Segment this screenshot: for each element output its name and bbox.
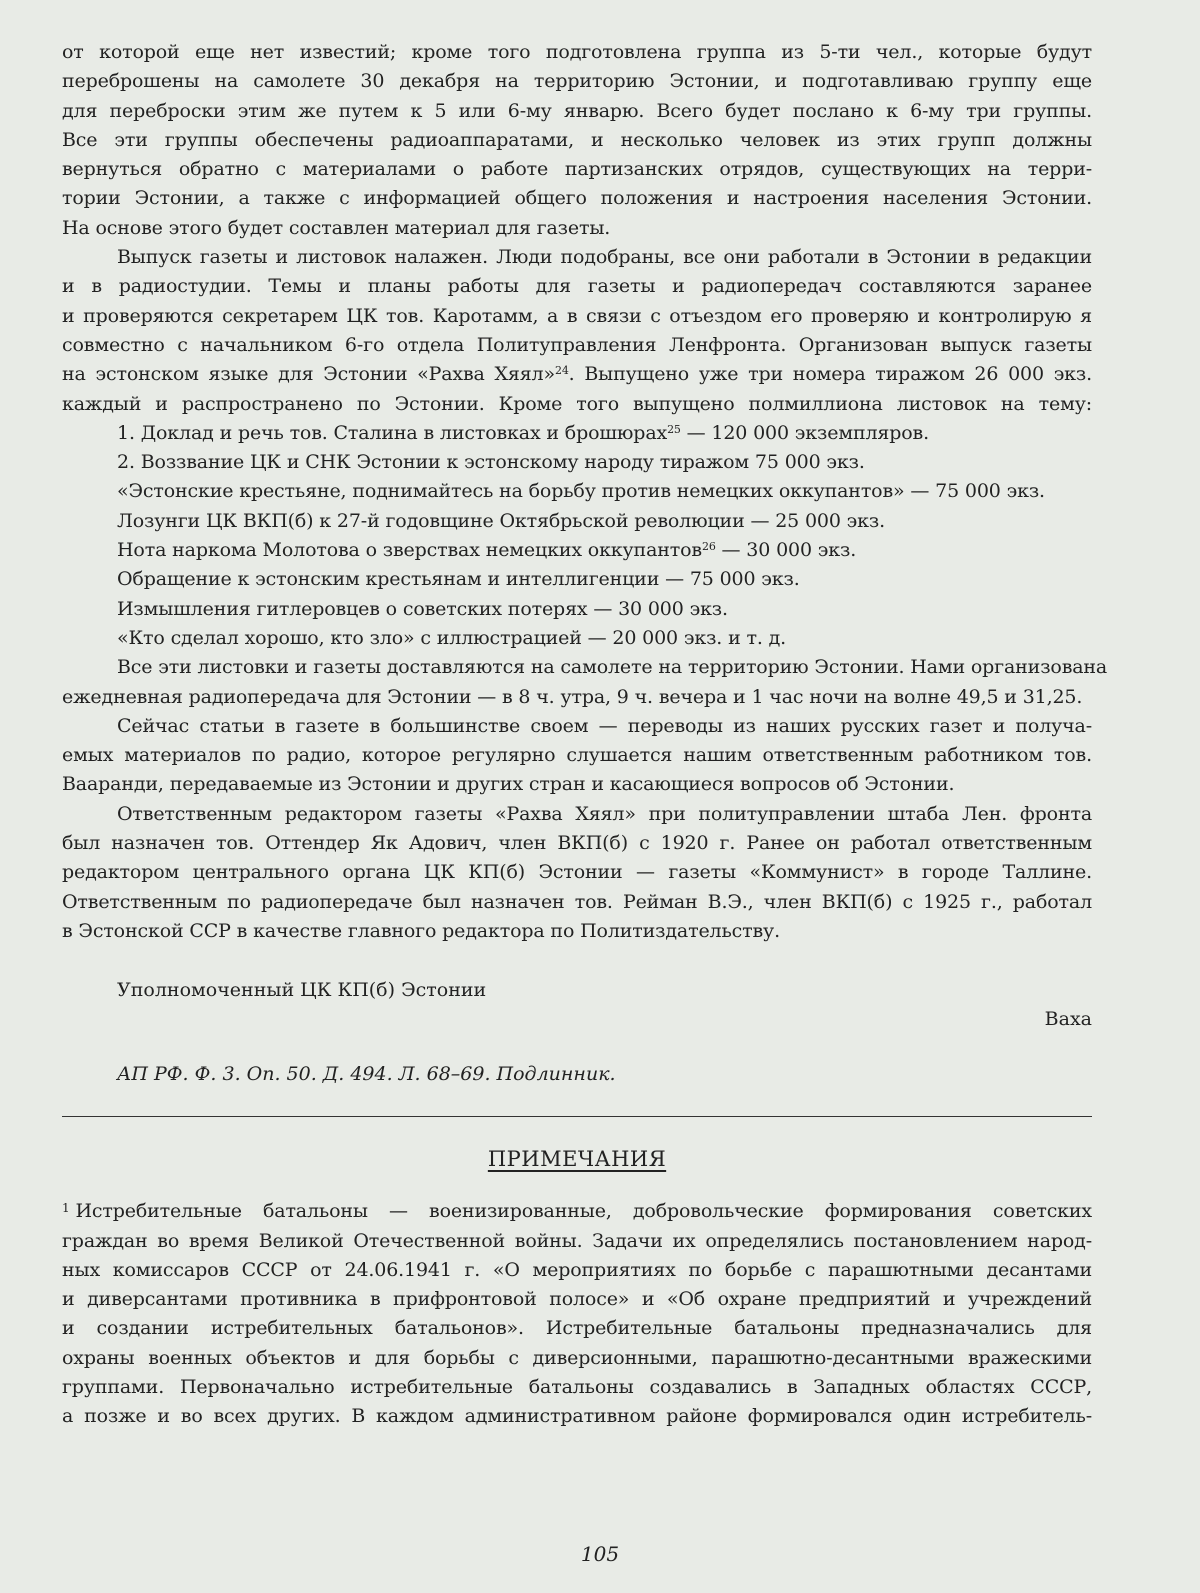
paragraph-2	[62, 243, 1092, 419]
list-item: 2. Воззвание ЦК и СНК Эстонии к эстонскому народу тиражом 75 000 экз.	[117, 451, 865, 474]
text-fragment: — 120 000 экземпляров.	[680, 421, 929, 444]
text-line: Сейчас статьи в газете в большинстве своем — переводы из наших русских газет и получа-	[117, 714, 1092, 737]
text-line	[62, 1197, 1092, 1226]
document-page	[62, 38, 1108, 1432]
footnote-1	[62, 1197, 1092, 1431]
text-line: совместно с начальником 6-го отдела Политуправления Ленфронта. Организован выпуск газеты	[62, 333, 1092, 356]
list-item	[62, 419, 1092, 448]
text-line: группами. Первоначально истребительные батальоны создавались в Западных областях СССР,	[62, 1375, 1092, 1398]
footnote-ref-26[interactable]: 26	[701, 540, 716, 554]
text-fragment: Истребительные батальоны — военизированные, добровольческие формирования советских	[75, 1200, 1092, 1223]
text-line: ных комиссаров СССР от 24.06.1941 г. «О мероприятиях по борьбе с парашютными десантами	[62, 1258, 1092, 1281]
signature-name: Ваха	[1044, 1008, 1092, 1031]
paragraph-1	[62, 38, 1092, 243]
list-item	[62, 536, 1092, 565]
list-item: Измышления гитлеровцев о советских потерях — 30 000 экз.	[117, 597, 728, 620]
text-line: для переброски этим же путем к 5 или 6-му январю. Всего будет послано к 6-му три группы.	[62, 99, 1092, 122]
text-line: Ответственным редактором газеты «Рахва Хяял» при политуправлении штаба Лен. фронта	[117, 802, 1092, 825]
list-item: «Эстонские крестьяне, поднимайтесь на борьбу против немецких оккупантов» — 75 000 экз.	[117, 480, 1045, 503]
paragraph-5	[62, 800, 1092, 946]
paragraph-4	[62, 712, 1092, 800]
text-fragment: на эстонском языке для Эстонии «Рахва Хяял»	[62, 363, 555, 386]
text-line: граждан во время Великой Отечественной войны. Задачи их определялись постановлением народ-	[62, 1229, 1092, 1252]
paragraph-3	[62, 653, 1108, 712]
list-item: «Кто сделал хорошо, кто зло» с иллюстрацией — 20 000 экз. и т. д.	[117, 626, 787, 649]
text-line	[62, 360, 1092, 389]
text-line: охраны военных объектов и для борьбы с диверсионными, парашютно-десантными вражескими	[62, 1346, 1092, 1369]
page-number: 105	[580, 1542, 620, 1566]
text-fragment: Нота наркома Молотова о зверствах немецких оккупантов	[117, 539, 702, 562]
text-line: вернуться обратно с материалами о работе партизанских отрядов, существующих на терри-	[62, 158, 1092, 181]
text-line: емых материалов по радио, которое регулярно слушается нашим ответственным работником тов.	[62, 744, 1092, 767]
signature-block	[62, 976, 1092, 1036]
text-fragment: . Выпущено уже три номера тиражом 26 000 экз.	[568, 363, 1093, 386]
text-fragment: — 30 000 экз.	[715, 539, 857, 562]
text-line: и создании истребительных батальонов». Истребительные батальоны предназначались для	[62, 1317, 1092, 1340]
section-divider	[62, 1116, 1092, 1117]
text-line: и в радиостудии. Темы и планы работы для газеты и радиопередач составляются заранее	[62, 275, 1092, 298]
text-line: а позже и во всех других. В каждом административном районе формировался один истребитель-	[62, 1405, 1092, 1428]
text-line: каждый и распространено по Эстонии. Кроме того выпущено полмиллиона листовок на тему:	[62, 392, 1092, 415]
archive-reference: АП РФ. Ф. 3. Оп. 50. Д. 494. Л. 68–69. Подлинник.	[117, 1063, 616, 1086]
signature-title: Уполномоченный ЦК КП(б) Эстонии	[117, 979, 487, 1002]
list-item: Лозунги ЦК ВКП(б) к 27-й годовщине Октябрьской революции — 25 000 экз.	[117, 509, 885, 532]
text-line: от которой еще нет известий; кроме того подготовлена группа из 5-ти чел., которые будут	[62, 41, 1092, 63]
text-line: ежедневная радиопередача для Эстонии — в 8 ч. утра, 9 ч. вечера и 1 час ночи на волне 49,5 и 31,25.	[62, 685, 1083, 708]
footnote-ref-25[interactable]: 25	[667, 422, 681, 436]
text-line: и проверяются секретарем ЦК тов. Каротамм, а в связи с отъездом его проверяю и контролирую я	[62, 304, 1092, 327]
text-line: Все эти группы обеспечены радиоаппаратами, и несколько человек из этих групп должны	[62, 128, 1092, 151]
leaflet-list	[62, 419, 1092, 653]
text-line: переброшены на самолете 30 декабря на территорию Эстонии, и подготавливаю группу еще	[62, 70, 1092, 93]
text-line: Вааранди, передаваемые из Эстонии и других стран и касающиеся вопросов об Эстонии.	[62, 773, 955, 796]
text-line: Все эти листовки и газеты доставляются на самолете на территорию Эстонии. Нами организована	[117, 656, 1108, 679]
footnote-ref-24[interactable]: 24	[554, 364, 569, 378]
text-fragment: 1. Доклад и речь тов. Сталина в листовках и брошюрах	[117, 421, 668, 444]
text-line: был назначен тов. Оттендер Як Адович, член ВКП(б) с 1920 г. Ранее он работал ответственным	[62, 832, 1092, 855]
text-line: и диверсантами противника в прифронтовой полосе» и «Об охране предприятий и учреждений	[62, 1288, 1092, 1311]
notes-heading: ПРИМЕЧАНИЯ	[487, 1147, 667, 1172]
text-line: Ответственным по радиопередаче был назначен тов. Рейман В.Э., член ВКП(б) с 1925 г., работал	[62, 890, 1092, 913]
text-line: На основе этого будет составлен материал для газеты.	[62, 216, 611, 239]
text-line: тории Эстонии, а также с информацией общего положения и настроения населения Эстонии.	[62, 187, 1092, 210]
footnote-number: 1	[62, 1201, 70, 1216]
text-line: в Эстонской ССР в качестве главного редактора по Политиздательству.	[62, 919, 780, 942]
text-line: редактором центрального органа ЦК КП(б) Эстонии — газеты «Коммунист» в городе Таллине.	[62, 861, 1092, 884]
text-line: Выпуск газеты и листовок налажен. Люди подобраны, все они работали в Эстонии в редакции	[117, 246, 1092, 269]
list-item: Обращение к эстонским крестьянам и интеллигенции — 75 000 экз.	[117, 568, 800, 591]
